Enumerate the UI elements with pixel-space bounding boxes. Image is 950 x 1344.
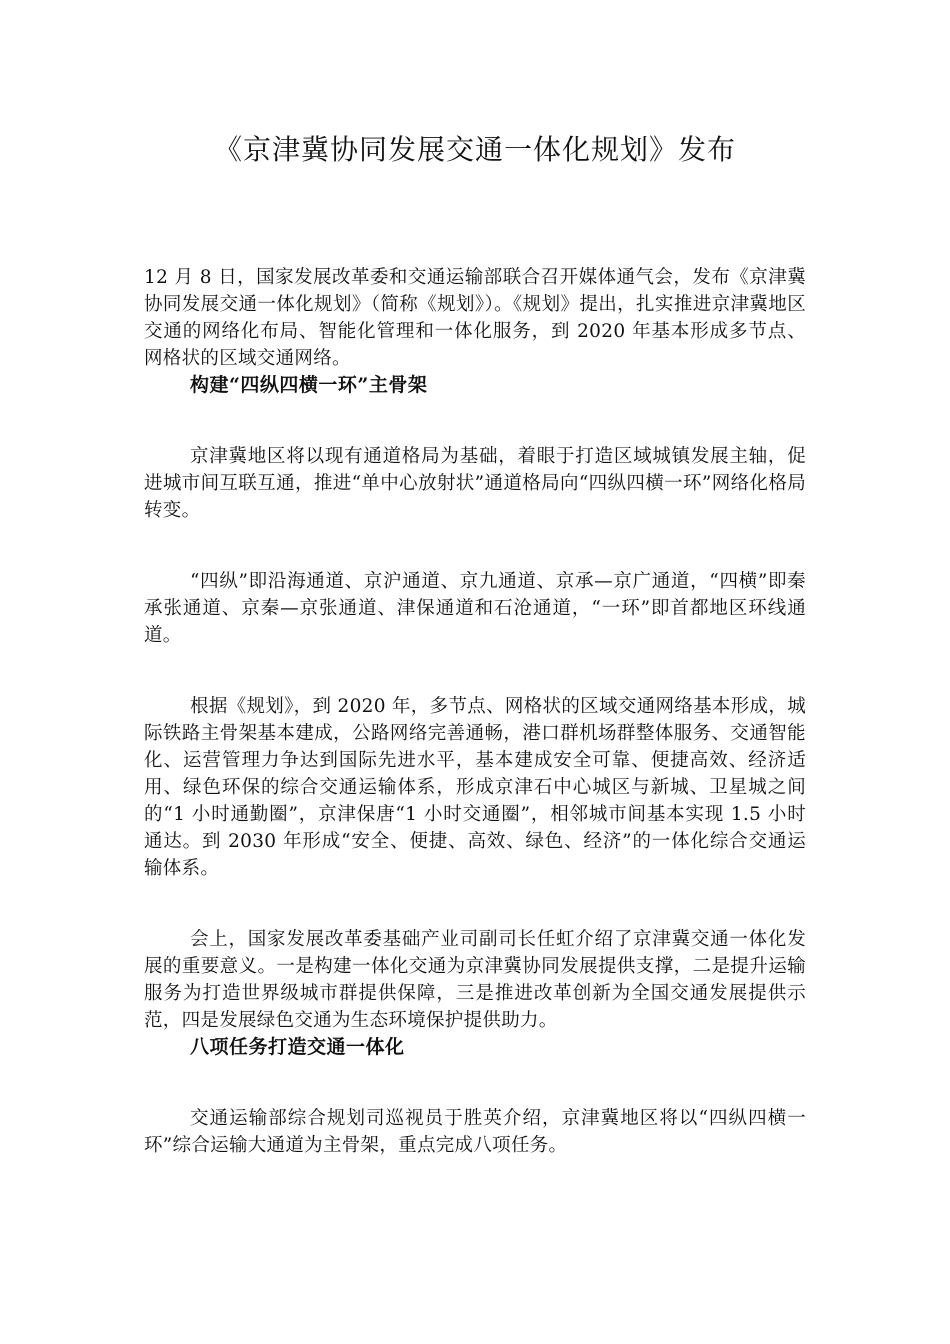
document-title: 《京津冀协同发展交通一体化规划》发布	[213, 133, 736, 166]
paragraph-2020-goals: 根据《规划》，到 2020 年，多节点、网格状的区域交通网络基本形成，城际铁路主骨架基本建成，公路网络完善通畅，港口群机场群整体服务、交通智能化、运营管理力争达到国际先进水平，基本建成安全可靠、便捷高效、经济适用、绿色环保的综合交通运输体系，形成京津石中心城区与新城、卫星城之间的“1 小时通勤圈”，京津保唐“1 小时交通圈”，相邻城市间基本实现 1.5 小时通达。到 2030 年形成“安全、便捷、高效、绿色、经济”的一体化综合交通运输体系。	[144, 696, 806, 879]
paragraph-intro: 12 月 8 日，国家发展改革委和交通运输部联合召开媒体通气会，发布《京津冀协同发展交通一体化规划》（简称《规划》）。《规划》提出，扎实推进京津冀地区交通的网络化布局、智能化管理和一体化服务，到 2020 年基本形成多节点、网格状的区域交通网络。	[144, 267, 806, 369]
paragraph-corridor-definition: “四纵”即沿海通道、京沪通道、京九通道、京承—京广通道，“四横”即秦承张通道、京秦—京张通道、津保通道和石沧通道，“一环”即首都地区环线通道。	[144, 571, 806, 646]
paragraph-eight-tasks: 交通运输部综合规划司巡视员于胜英介绍，京津冀地区将以“四纵四横一环”综合运输大通道为主骨架，重点完成八项任务。	[144, 1108, 806, 1156]
paragraph-meeting-significance: 会上，国家发展改革委基础产业司副司长任虹介绍了京津冀交通一体化发展的重要意义。一是构建一体化交通为京津冀协同发展提供支撑，二是提升运输服务为打造世界级城市群提供保障，三是推进改革创新为全国交通发展提供示范，四是发展绿色交通为生态环境保护提供助力。	[144, 929, 806, 1031]
section-heading-backbone: 构建“四纵四横一环”主骨架	[190, 374, 428, 396]
paragraph-corridor-layout: 京津冀地区将以现有通道格局为基础，着眼于打造区域城镇发展主轴，促进城市间互联互通，推进“单中心放射状”通道格局向“四纵四横一环”网络化格局转变。	[144, 446, 806, 521]
section-heading-eight-tasks: 八项任务打造交通一体化	[190, 1036, 405, 1058]
document-body	[144, 264, 806, 1159]
